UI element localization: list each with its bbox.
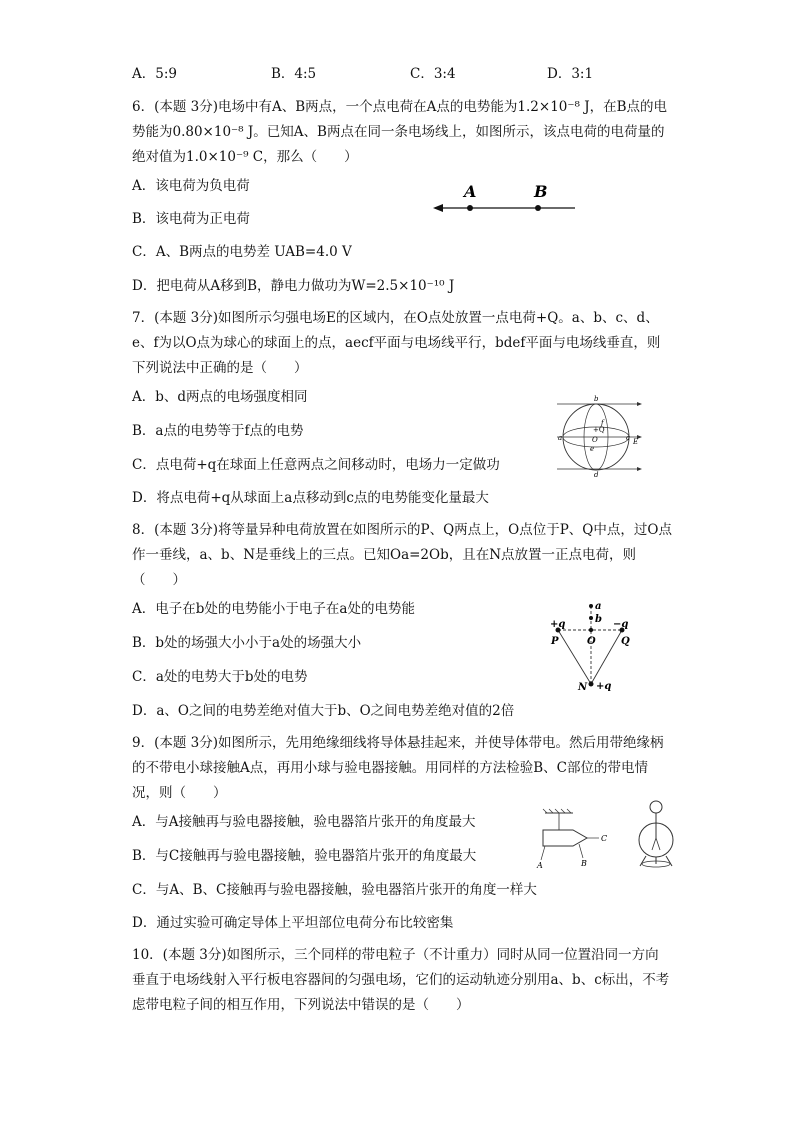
point-a-label: A xyxy=(464,182,477,201)
point-a-dot xyxy=(467,205,473,211)
q8-label-b: b xyxy=(595,614,602,625)
q7-option-b: B．a点的电势等于f点的电势 xyxy=(132,423,304,439)
q10-stem: 10．(本题 3分)如图所示，三个同样的带电粒子（不计重力）同时从同一位置沿同一方向垂直于电场线射入平行板电容器间的匀强电场，它们的运动轨迹分别用a、b、c标出，不考虑带电粒子间的相互作用，下列说法中错误的是（ ） xyxy=(132,947,670,1013)
q5-option-d: D．3:1 xyxy=(547,66,594,82)
q8-label-a: a xyxy=(595,601,602,612)
q8-label-minus-q: −q xyxy=(613,619,629,630)
q5-option-b: B．4:5 xyxy=(271,66,317,82)
q9-option-b: B．与C接触再与验电器接触，验电器箔片张开的角度最大 xyxy=(132,848,477,864)
q6-option-b: B．该电荷为正电荷 xyxy=(132,211,250,227)
q7-stem: 7．(本题 3分)如图所示匀强电场E的区域内，在O点处放置一点电荷+Q。a、b、c、d、e、f为以O点为球心的球面上的点，aecf平面与电场线平行，bdef平面与电场线垂直，则下列说法中正确的是（ ） xyxy=(132,310,661,376)
q6-option-c: C．A、B两点的电势差 UAB=4.0 V xyxy=(132,244,352,260)
q9-electroscope-figure xyxy=(632,800,682,878)
q8-option-d: D．a、O之间的电势差绝对值大于b、O之间电势差绝对值的2倍 xyxy=(132,703,515,719)
q7-label-a: a xyxy=(558,434,563,442)
q8-label-q: Q xyxy=(621,636,630,647)
q7-label-b: b xyxy=(594,395,599,403)
point-b-label: B xyxy=(534,182,548,201)
q9-option-d: D．通过实验可确定导体上平坦部位电荷分布比较密集 xyxy=(132,915,454,931)
q9-label-a: A xyxy=(537,861,543,870)
q5-option-a: A．5:9 xyxy=(132,66,177,82)
q8-label-p: P xyxy=(551,636,559,647)
q8-option-b: B．b处的场强大小小于a处的场强大小 xyxy=(132,635,362,651)
q7-option-c: C．点电荷+q在球面上任意两点之间移动时，电场力一定做功 xyxy=(132,457,500,473)
q9-option-c: C．与A、B、C接触再与验电器接触，验电器箔片张开的角度一样大 xyxy=(132,882,537,898)
q6-field-line-figure xyxy=(430,180,580,220)
q7-label-q: +Q xyxy=(593,426,605,434)
q7-option-d: D．将点电荷+q从球面上a点移动到c点的电势能变化量最大 xyxy=(132,490,489,506)
q7-label-e: e xyxy=(590,445,595,453)
q8-stem: 8．(本题 3分)将等量异种电荷放置在如图所示的P、Q两点上，O点位于P、Q中点，过O点作一垂线，a、b、N是垂线上的三点。已知Oa=2Ob，且在N点放置一正点电荷，则（ ） xyxy=(132,522,672,588)
point-b-dot xyxy=(535,205,541,211)
q7-label-f: f xyxy=(601,419,604,427)
q6-stem: 6．(本题 3分)电场中有A、B两点，一个点电荷在A点的电势能为1.2×10⁻⁸ J，在B点的电势能为0.80×10⁻⁸ J。已知A、B两点在同一条电场线上，如图所示，该点电荷的电荷量的绝对值为1.0×10⁻⁹ C，那么（ ） xyxy=(132,99,668,165)
q8-label-plus-q: +q xyxy=(550,619,566,630)
q7-label-o: O xyxy=(592,436,598,444)
q5-option-c: C．3:4 xyxy=(410,66,456,82)
q9-stem: 9．(本题 3分)如图所示，先用绝缘细线将导体悬挂起来，并使导体带电。然后用带绝缘柄的不带电小球接触A点，再用小球与验电器接触。用同样的方法检验B、C部位的带电情况，则（ ） xyxy=(132,735,664,801)
q7-sphere-field-figure xyxy=(552,395,647,479)
q7-label-c: c xyxy=(626,434,630,442)
q8-label-n-plus-q: +q xyxy=(596,681,612,692)
q8-charges-figure xyxy=(545,598,645,698)
q9-conductor-figure xyxy=(535,808,615,873)
q6-option-a: A．该电荷为负电荷 xyxy=(132,178,250,194)
q8-label-o: O xyxy=(587,636,596,647)
q8-option-a: A．电子在b处的电势能小于电子在a处的电势能 xyxy=(132,601,415,617)
q8-option-c: C．a处的电势大于b处的电势 xyxy=(132,669,308,685)
q6-option-d: D．把电荷从A移到B，静电力做功为W=2.5×10⁻¹⁰ J xyxy=(132,278,455,294)
q8-label-n: N xyxy=(578,682,588,693)
q9-option-a: A．与A接触再与验电器接触，验电器箔片张开的角度最大 xyxy=(132,814,476,830)
q9-label-c: C xyxy=(601,834,608,843)
q7-label-field-e: E xyxy=(633,438,639,446)
q7-label-d: d xyxy=(594,471,599,479)
q7-option-a: A．b、d两点的电场强度相同 xyxy=(132,389,308,405)
q9-label-b: B xyxy=(581,859,587,868)
